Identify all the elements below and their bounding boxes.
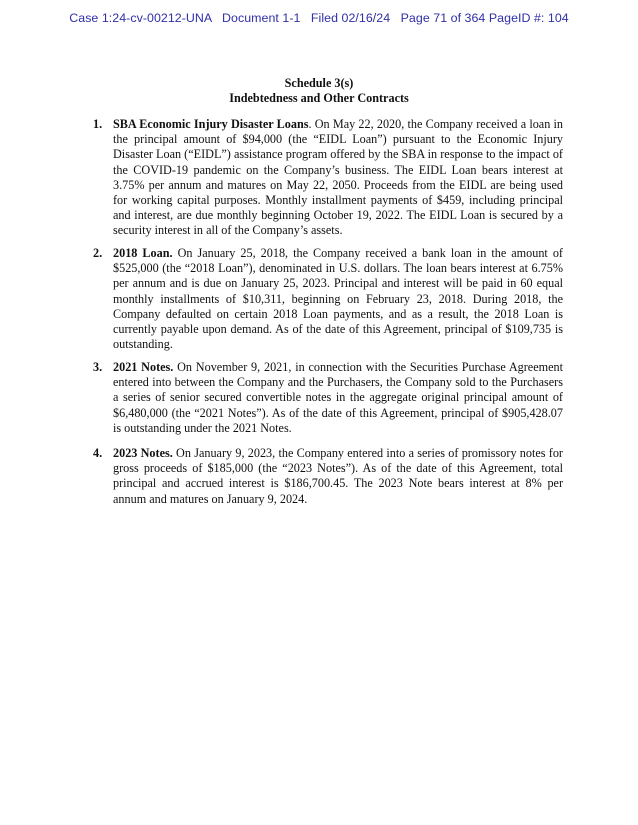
item-number: 3. (93, 360, 103, 374)
item-heading: 2018 Loan. (113, 246, 173, 260)
item-text: On May 22, 2020, the Company received a loan in the principal amount of $94,000 (the “EIDL Loan”) pursuant to the Economic Injury Disaster Loan (“EIDL”) assistance program offered by the SBA in response to the impact of the COVID-19 pandemic on the Company’s business. The EIDL Loan bears interest at 3.75% per annum and matures on May 22, 2050. Proceeds from the EIDL are being used for working capital purposes. Monthly installment payments of $459, including principal and interest, are due monthly beginning October 19, 2022. The EIDL Loan is secured by a security interest in all of the Company’s assets. (113, 117, 564, 238)
schedule-title: Schedule 3(s) (284, 76, 354, 90)
item-number: 4. (93, 446, 103, 460)
court-filing-header: Case 1:24-cv-00212-UNA Document 1-1 Filed 02/16/24 Page 71 of 364 PageID #: 104 (69, 11, 569, 25)
item-body (113, 246, 563, 352)
list-item (93, 360, 563, 436)
item-heading: SBA Economic Injury Disaster Loans (113, 117, 309, 131)
item-text: On November 9, 2021, in connection with the Securities Purchase Agreement entered into between the Company and the Purchasers, the Company sold to the Purchasers a series of senior secured convertible notes in the aggregate original principal amount of $6,480,000 (the “2021 Notes”). As of the date of this Agreement, principal of $905,428.07 is outstanding under the 2021 Notes. (113, 360, 563, 435)
item-body (113, 446, 563, 507)
item-body (113, 360, 563, 436)
item-heading: 2021 Notes. (113, 360, 174, 374)
item-heading-punct: . (308, 117, 312, 131)
schedule-subtitle: Indebtedness and Other Contracts (229, 91, 409, 105)
list-item (93, 446, 563, 507)
item-body (113, 117, 563, 239)
list-item (93, 246, 563, 352)
item-heading: 2023 Notes. (113, 446, 173, 460)
item-number: 1. (93, 117, 103, 131)
item-text: On January 9, 2023, the Company entered into a series of promissory notes for gross proceeds of $185,000 (the “2023 Notes”). As of the date of this Agreement, total principal and accrued interest is $186,700.45. The 2023 Note bears interest at 8% per annum and matures on January 9, 2024. (113, 446, 563, 506)
list-item (93, 117, 563, 239)
item-number: 2. (93, 246, 103, 260)
item-text: On January 25, 2018, the Company received a bank loan in the amount of $525,000 (the “2018 Loan”), denominated in U.S. dollars. The loan bears interest at 6.75% per annum and is due on January 25, 2023. Principal and interest will be paid in 60 equal monthly installments of $10,311, beginning on February 23, 2018. During 2018, the Company defaulted on certain 2018 Loan payments, and as a result, the 2018 Loan is currently payable upon demand. As of the date of this Agreement, principal of $109,735 is outstanding. (113, 246, 563, 352)
